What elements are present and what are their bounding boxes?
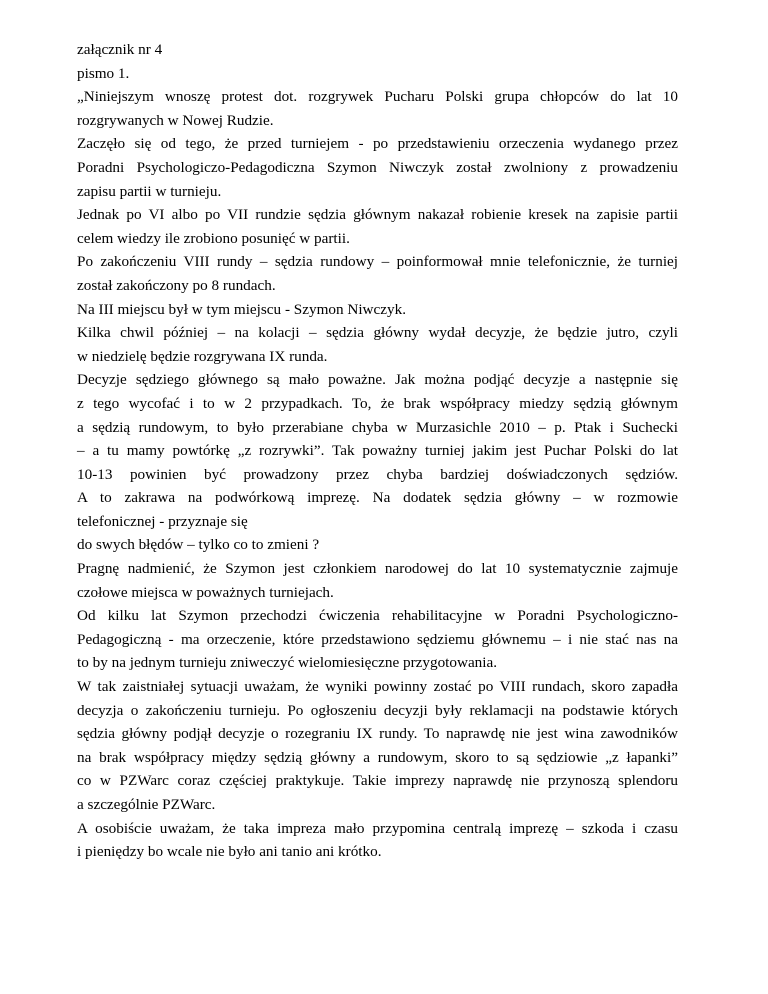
text-line: zapisu partii w turnieju. [77, 182, 222, 200]
text-line: czołowe miejsca w poważnych turniejach. [77, 583, 334, 601]
text-line: pismo 1. [77, 64, 130, 82]
text-line: sędzia główny podjął decyzje o rozegraniu IX rundy. To naprawdę nie jest wina zawodników [77, 725, 678, 743]
text-line: decyzja o zakończeniu turnieju. Po ogłoszeniu decyzji były reklamacji na podstawie których [77, 701, 678, 719]
document-page [77, 38, 678, 864]
text-line: w niedzielę będzie rozgrywana IX runda. [77, 347, 328, 365]
text-line: Po zakończeniu VIII rundy – sędzia rundowy – poinformował mnie telefonicznie, że turniej [77, 253, 678, 271]
text-line: do swych błędów – tylko co to zmieni ? [77, 536, 320, 554]
text-line: co w PZWarc coraz częściej praktykuje. Takie imprezy naprawdę nie przynoszą splendoru [77, 772, 678, 790]
text-line: Pragnę nadmienić, że Szymon jest członkiem narodowej do lat 10 systematycznie zajmuje [77, 560, 678, 578]
text-line: Jednak po VI albo po VII rundzie sędzia głównym nakazał robienie kresek na zapisie partii [77, 206, 678, 224]
text-line: telefonicznej - przyznaje się [77, 512, 248, 530]
text-line: a szczególnie PZWarc. [77, 796, 216, 813]
text-line: „Niniejszym wnoszę protest dot. rozgrywek Pucharu Polski grupa chłopców do lat 10 [77, 88, 678, 106]
text-line: to by na jednym turnieju zniweczyć wielomiesięczne przygotowania. [77, 654, 498, 672]
text-line: Decyzje sędziego głównego są mało poważne. Jak można podjąć decyzje a następnie się [77, 371, 678, 389]
text-line: a sędzią rundowym, to było przerabiane chyba w Murzasichle 2010 – p. Ptak i Suchecki [77, 418, 678, 436]
text-line: załącznik nr 4 [77, 41, 163, 58]
text-line: Pedagogiczną - ma orzeczenie, które przedstawiono sędziemu głównemu – i nie stać nas na [77, 630, 678, 648]
text-line: Zaczęło się od tego, że przed turniejem - po przedstawieniu orzeczenia wydanego przez [77, 135, 678, 153]
text-line: W tak zaistniałej sytuacji uważam, że wyniki powinny zostać po VIII rundach, skoro zapadła [77, 678, 678, 696]
text-line: Kilka chwil później – na kolacji – sędzia główny wydał decyzje, że będzie jutro, czyli [77, 324, 678, 342]
text-line: rozgrywanych w Nowej Rudzie. [77, 111, 274, 129]
text-line: z tego wycofać i to w 2 przypadkach. To, że brak współpracy miedzy sędzią głównym [77, 394, 678, 412]
text-line: A to zakrawa na podwórkową imprezę. Na dodatek sędzia główny – w rozmowie [77, 489, 678, 507]
text-line: Od kilku lat Szymon przechodzi ćwiczenia rehabilitacyjne w Poradni Psychologiczno- [77, 607, 678, 625]
text-line: Na III miejscu był w tym miejscu - Szymon Niwczyk. [77, 300, 406, 318]
text-line: – a tu mamy powtórkę „z rozrywki”. Tak poważny turniej jakim jest Puchar Polski do lat [77, 442, 678, 460]
text-line: i pieniędzy bo wcale nie było ani tanio ani krótko. [77, 843, 382, 861]
text-line: A osobiście uważam, że taka impreza mało przypomina centralą imprezę – szkoda i czasu [77, 819, 678, 837]
text-line: celem wiedzy ile zrobiono posunięć w partii. [77, 229, 350, 247]
text-line: został zakończony po 8 rundach. [77, 276, 276, 294]
text-line: Poradni Psychologiczo-Pedagodiczna Szymon Niwczyk został zwolniony z prowadzeniu [77, 158, 678, 176]
text-line: 10-13 powinien być prowadzony przez chyba bardziej doświadczonych sędziów. [77, 465, 678, 483]
text-line: na brak współpracy między sędzią główny a rundowym, skoro to są sędziowie „z łapanki” [77, 748, 678, 766]
